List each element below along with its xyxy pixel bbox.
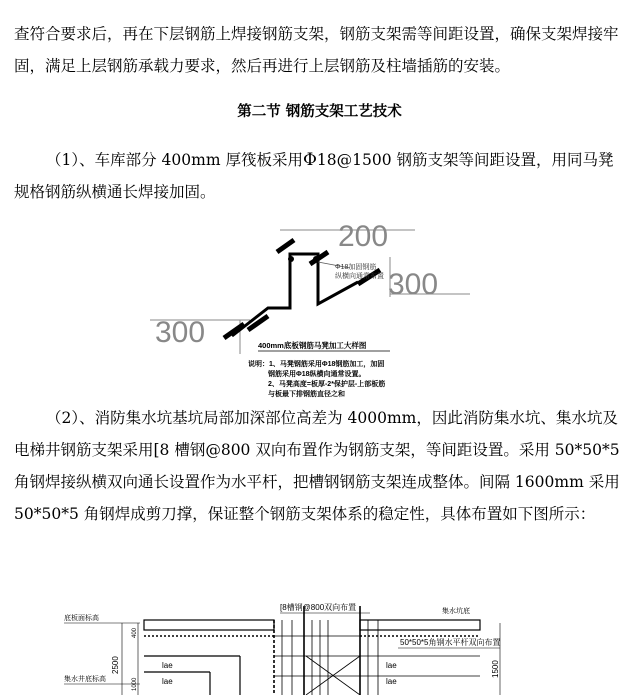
section-title: 第二节 钢筋支架工艺技术: [237, 104, 402, 120]
paragraph-intro: [14, 18, 626, 82]
dim-1500: 1500: [491, 660, 500, 678]
figure-pit-support: [60, 596, 530, 695]
dim-1000: 1000: [132, 677, 138, 691]
paragraph-intro-text: 查符合要求后，再在下层钢筋上焊接钢筋支架，钢筋支架需等间距设置，确保支架焊接牢固，满足上层钢筋承载力要求，然后再进行上层钢筋及柱墙插筋的安装。: [14, 25, 619, 75]
label-channel-steel: [8槽钢@800双向布置: [280, 603, 357, 612]
paragraph-2: [14, 402, 626, 530]
remark-line-2: 钢筋采用Φ18纵横向通常设置。: [268, 371, 366, 378]
steel-grade-symbol: Φ: [302, 150, 317, 170]
paragraph-2-text: （2）、消防集水坑基坑局部加深部位高差为 4000mm，因此消防集水坑、集水坑及电梯井钢筋支架采用[8 槽钢@800 双向布置作为钢筋支架，等间距设置。采用 50*50*5 角钢焊接纵横双向通长设置作为水平杆，把槽钢钢筋支架连成整体。间隔 1600mm 采用 50*50*5 角钢焊成剪刀撑，保证整个钢筋支架体系的稳定性，具体布置如下图所示：: [14, 409, 620, 523]
dim-top-200: 200: [338, 220, 389, 253]
label-bottom-slab: 底板面标高: [64, 615, 99, 622]
remark-line-1: 说明：1、马凳钢筋采用Φ18钢筋加工，加固: [248, 361, 385, 368]
paragraph-1-text-b: 18@1500 钢筋支架等间距设置，用同马凳规格钢筋纵横通长焊接加固。: [14, 151, 614, 201]
lae-label-4: lae: [386, 677, 397, 686]
figure-rebar-chair: [150, 212, 480, 402]
dim-2500: 2500: [111, 656, 120, 674]
lae-label-3: lae: [386, 661, 397, 670]
lae-label-2: lae: [162, 677, 173, 686]
note-reinforcing-bar: Φ18加固钢筋: [335, 264, 377, 271]
lae-label-1: lae: [162, 661, 173, 670]
paragraph-1-text-a: （1）、车库部分 400mm 厚筏板采用: [46, 151, 303, 169]
label-angle-steel: 50*50*5角钢水平杆双向布置: [400, 638, 501, 647]
dim-right-300: 300: [388, 268, 439, 301]
remark-line-3: 2、马凳高度=板厚-2*保护层-上部板筋: [268, 381, 386, 388]
remark-line-4: 与板最下排钢筋直径之和: [268, 391, 345, 398]
dim-left-300: 300: [155, 316, 206, 349]
label-pit-bottom: 集水井底标高: [64, 676, 106, 683]
paragraph-1: [14, 144, 626, 208]
note-layout: 纵横向通常布置: [335, 273, 384, 280]
figure-1-caption: 400mm底板钢筋马凳加工大样图: [258, 341, 367, 350]
dim-400: 400: [132, 627, 138, 638]
label-collect-pit: 集水坑底: [442, 608, 470, 615]
